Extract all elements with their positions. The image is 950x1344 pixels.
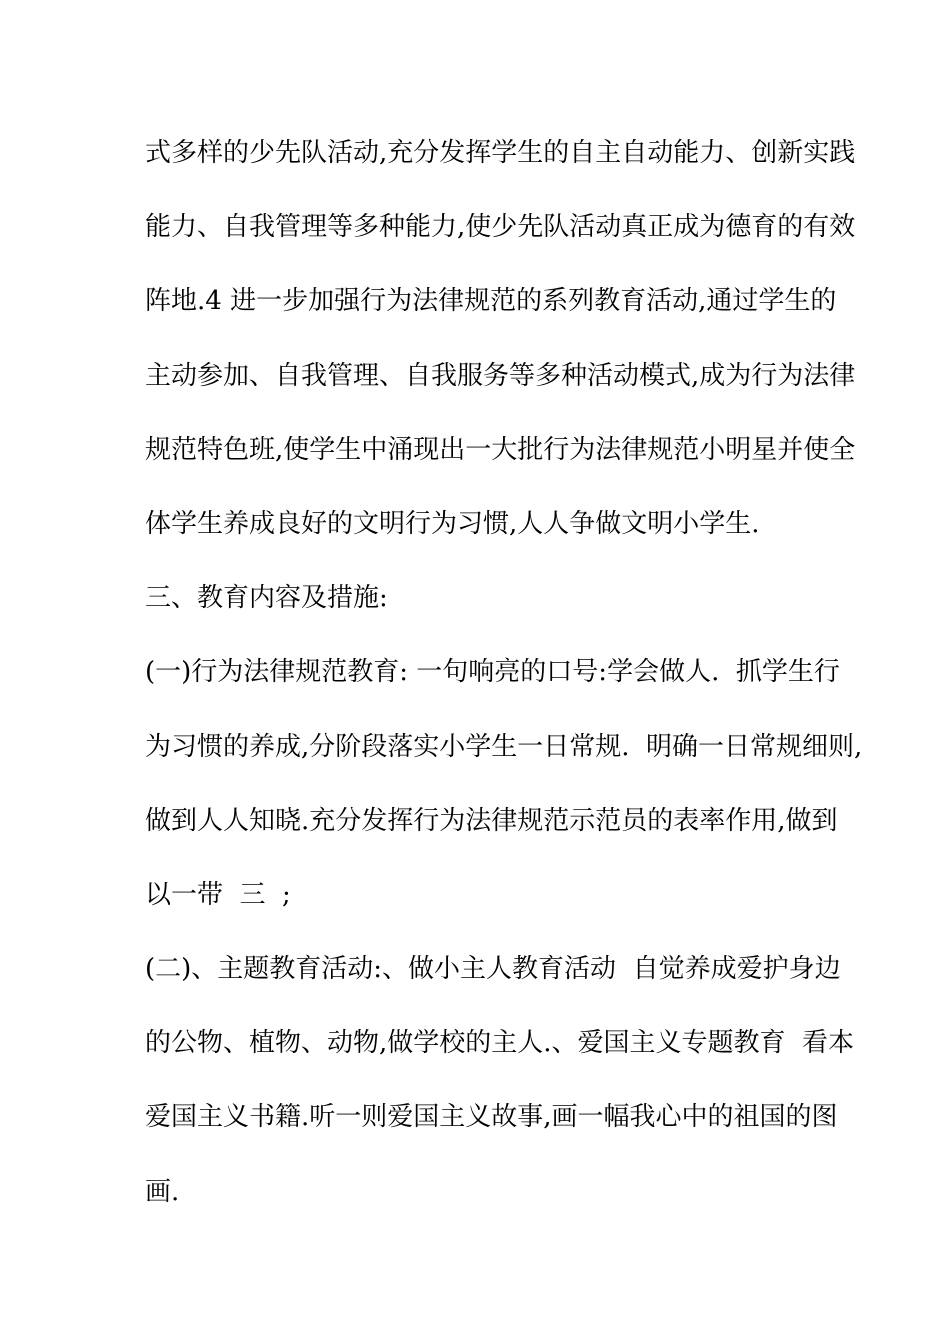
text-line: 主动参加、自我管理、自我服务等多种活动模式,成为行为法律 xyxy=(145,360,856,391)
document-body xyxy=(145,128,863,1241)
text-line: 爱国主义书籍.听一则爱国主义故事,画一幅我心中的祖国的图 xyxy=(145,1102,838,1133)
text-line: 画. xyxy=(145,1176,180,1207)
section-heading: 三、教育内容及措施: xyxy=(145,583,388,614)
text-line: (一)行为法律规范教育: 一句响亮的口号:学会做人. 抓学生行 xyxy=(145,657,840,688)
text-line: 阵地.4 进一步加强行为法律规范的系列教育活动,通过学生的 xyxy=(145,286,837,317)
text-line: 以一带 三 ; xyxy=(145,879,291,910)
text-line: 做到人人知晓.充分发挥行为法律规范示范员的表率作用,做到 xyxy=(145,805,838,836)
text-line: 规范特色班,使学生中涌现出一大批行为法律规范小明星并使全 xyxy=(145,434,856,465)
text-line: 为习惯的养成,分阶段落实小学生一日常规. 明确一日常规细则, xyxy=(145,731,863,762)
text-line: 能力、自我管理等多种能力,使少先队活动真正成为德育的有效 xyxy=(145,212,856,243)
text-line: 的公物、植物、动物,做学校的主人.、爱国主义专题教育 看本 xyxy=(145,1028,855,1059)
text-line: 体学生养成良好的文明行为习惯,人人争做文明小学生. xyxy=(145,508,760,539)
text-line: (二)、主题教育活动:、做小主人教育活动 自觉养成爱护身边 xyxy=(145,954,841,985)
text-line: 式多样的少先队活动,充分发挥学生的自主自动能力、创新实践 xyxy=(145,138,856,168)
